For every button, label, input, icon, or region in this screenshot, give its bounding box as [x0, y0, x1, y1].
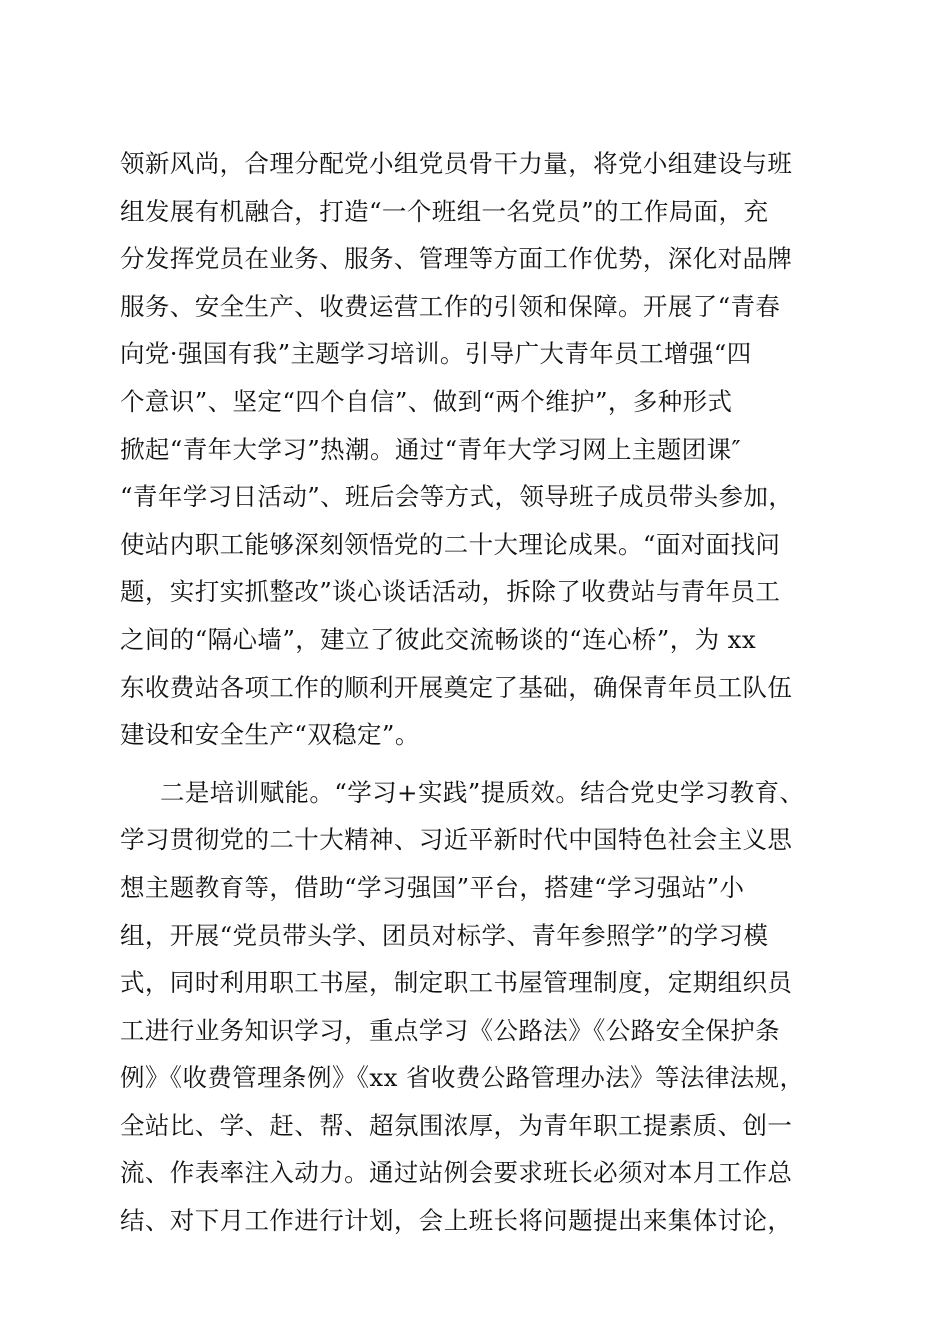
text-line: 使站内职工能够深刻领悟党的二十大理论成果。“面对面找问: [120, 529, 781, 559]
text-line: 分发挥党员在业务、服务、管理等方面工作优势，深化对品牌: [120, 244, 793, 274]
text-line: 想主题教育等，借助“学习强国”平台，搭建“学习强站”小: [120, 872, 745, 902]
text-line: 流、作表率注入动力。通过站例会要求班长必须对本月工作总: [120, 1158, 793, 1188]
text-line: 结、对下月工作进行计划，会上班长将问题提出来集体讨论，: [120, 1206, 793, 1236]
text-line: 服务、安全生产、收费运营工作的引领和保障。开展了“青春: [120, 291, 781, 321]
text-line: 二是培训赋能。“学习+实践”提质效。结合党史学习教育、: [160, 777, 805, 807]
text-line: 领新风尚，合理分配党小组党员骨干力量，将党小组建设与班: [120, 149, 793, 178]
text-line: 个意识”、坚定“四个自信”、做到“两个维护”，多种形式: [120, 386, 733, 416]
text-line: 学习贯彻党的二十大精神、习近平新时代中国特色社会主义思: [120, 825, 793, 855]
paragraph-2: [120, 769, 840, 1245]
document-body: [120, 140, 840, 1245]
text-line: 式，同时利用职工书屋，制定职工书屋管理制度，定期组织员: [120, 968, 793, 998]
text-line: 向党·强国有我”主题学习培训。引导广大青年员工增强“四: [120, 339, 752, 369]
text-line: 组发展有机融合，打造“一个班组一名党员”的工作局面，充: [120, 196, 769, 226]
text-line: 组，开展“党员带头学、团员对标学、青年参照学”的学习模: [120, 920, 769, 950]
text-line: 全站比、学、赶、帮、超氛围浓厚，为青年职工提素质、创一: [120, 1110, 793, 1140]
paragraph-gap: [120, 759, 840, 769]
text-line: “青年学习日活动”、班后会等方式，领导班子成员带头参加，: [120, 482, 794, 512]
text-line: 建设和安全生产“双稳定”。: [120, 720, 420, 750]
text-line: 工进行业务知识学习，重点学习《公路法》《公路安全保护条: [120, 1015, 781, 1045]
text-line: 之间的“隔心墙”，建立了彼此交流畅谈的“连心桥”，为 xx: [120, 624, 757, 654]
text-line: 掀起“青年大学习”热潮。通过“青年大学习网上主题团课″: [120, 434, 742, 464]
text-line: 题，实打实抓整改”谈心谈话活动，拆除了收费站与青年员工: [120, 577, 781, 607]
paragraph-1: [120, 140, 840, 759]
text-line: 例》《收费管理条例》《xx 省收费公路管理办法》等法律法规，: [120, 1063, 805, 1093]
text-line: 东收费站各项工作的顺利开展奠定了基础，确保青年员工队伍: [120, 672, 793, 702]
